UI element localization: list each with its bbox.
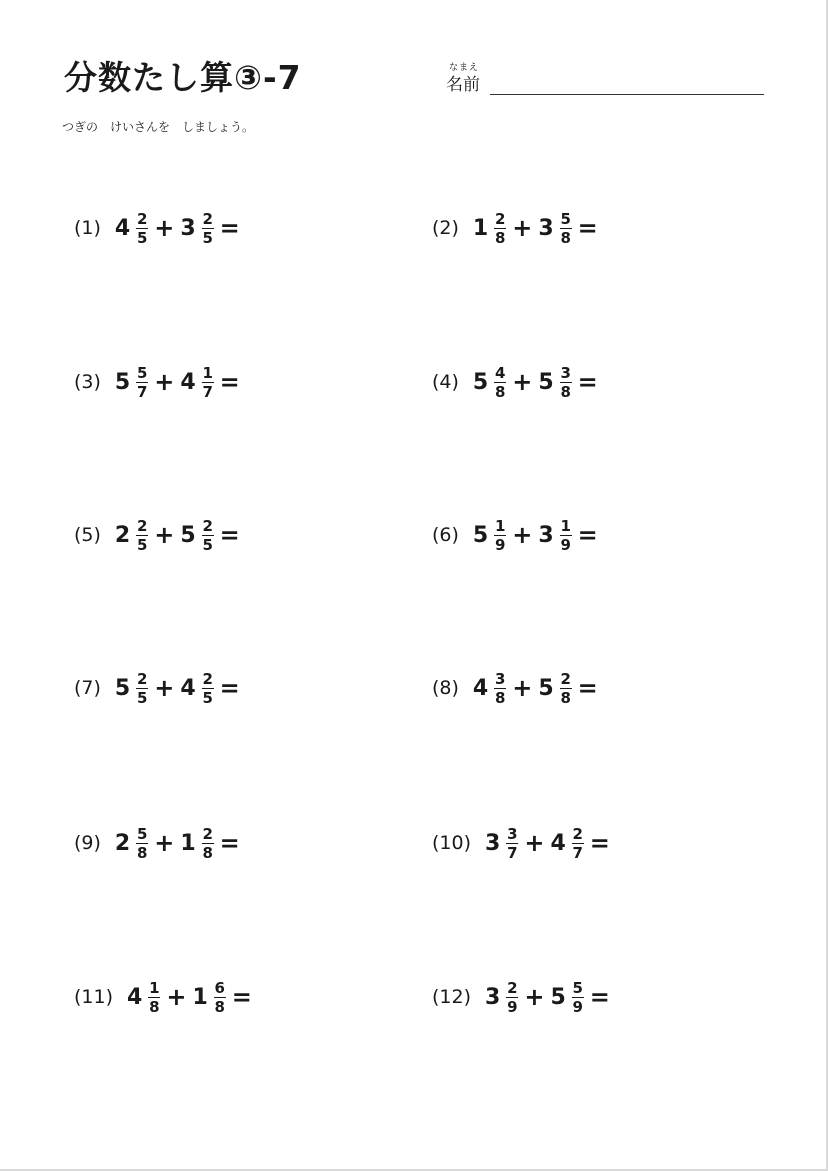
whole-number: 2: [114, 830, 131, 856]
problem-number: (9): [74, 832, 101, 854]
whole-number: 5: [472, 522, 489, 548]
fraction: [136, 518, 148, 553]
plus-operator: +: [512, 368, 533, 396]
whole-number: 5: [180, 522, 196, 548]
problem-item: [74, 505, 240, 565]
fraction: [136, 826, 148, 861]
fraction: [560, 211, 572, 246]
problem-item: [74, 198, 240, 258]
fraction: [494, 518, 506, 553]
whole-number: 3: [180, 215, 196, 241]
numerator: 2: [572, 824, 583, 843]
numerator: 2: [495, 209, 506, 228]
equals-sign: =: [231, 983, 252, 1011]
plus-operator: +: [512, 521, 533, 549]
fraction: [494, 211, 506, 246]
denominator: 5: [137, 228, 148, 247]
denominator: 8: [149, 997, 160, 1016]
numerator: 2: [137, 209, 148, 228]
denominator: 7: [137, 382, 148, 401]
fraction: [560, 518, 572, 553]
numerator: 3: [560, 363, 571, 382]
name-underline[interactable]: [490, 94, 764, 95]
problem-item: [432, 813, 610, 873]
problem-item: [74, 813, 240, 873]
problem-item: [432, 198, 598, 258]
equals-sign: =: [577, 214, 598, 242]
whole-number: 5: [114, 675, 131, 701]
equals-sign: =: [577, 674, 598, 702]
plus-operator: +: [154, 674, 175, 702]
whole-number: 4: [127, 984, 143, 1010]
fraction: [136, 671, 148, 706]
problem-number: (5): [74, 524, 101, 546]
whole-number: 4: [114, 215, 131, 241]
denominator: 8: [495, 228, 506, 247]
whole-number: 3: [538, 522, 554, 548]
equals-sign: =: [589, 829, 610, 857]
problem-number: (7): [74, 677, 101, 699]
fraction: [202, 671, 214, 706]
numerator: 6: [214, 978, 225, 997]
plus-operator: +: [524, 829, 545, 857]
problem-number: (4): [432, 371, 459, 393]
worksheet-title: 分数たし算③-7: [64, 58, 302, 97]
plus-operator: +: [524, 983, 545, 1011]
plus-operator: +: [154, 829, 175, 857]
whole-number: 1: [180, 830, 196, 856]
equals-sign: =: [577, 368, 598, 396]
denominator: 8: [495, 688, 506, 707]
fraction: [506, 826, 518, 861]
denominator: 7: [572, 843, 583, 862]
denominator: 7: [507, 843, 518, 862]
plus-operator: +: [154, 214, 175, 242]
problem-number: (3): [74, 371, 101, 393]
problem-item: [432, 658, 598, 718]
name-label: 名前: [446, 75, 480, 95]
plus-operator: +: [166, 983, 187, 1011]
fraction: [572, 980, 584, 1015]
whole-number: 4: [180, 369, 196, 395]
equals-sign: =: [219, 214, 240, 242]
plus-operator: +: [154, 368, 175, 396]
numerator: 1: [202, 363, 213, 382]
whole-number: 3: [538, 215, 554, 241]
denominator: 8: [560, 382, 571, 401]
equals-sign: =: [219, 829, 240, 857]
numerator: 1: [560, 516, 571, 535]
equals-sign: =: [219, 674, 240, 702]
fraction: [506, 980, 518, 1015]
equals-sign: =: [577, 521, 598, 549]
plus-operator: +: [512, 214, 533, 242]
fraction: [494, 365, 506, 400]
numerator: 5: [137, 824, 148, 843]
denominator: 5: [202, 535, 213, 554]
whole-number: 3: [485, 984, 501, 1010]
equals-sign: =: [219, 368, 240, 396]
whole-number: 5: [538, 369, 554, 395]
numerator: 2: [202, 669, 213, 688]
equals-sign: =: [589, 983, 610, 1011]
numerator: 2: [560, 669, 571, 688]
problem-item: [74, 967, 252, 1027]
problem-number: (1): [74, 217, 101, 239]
numerator: 2: [137, 669, 148, 688]
numerator: 2: [137, 516, 148, 535]
denominator: 8: [560, 688, 571, 707]
numerator: 2: [507, 978, 518, 997]
fraction: [148, 980, 160, 1015]
denominator: 8: [202, 843, 213, 862]
numerator: 3: [507, 824, 518, 843]
denominator: 5: [137, 688, 148, 707]
denominator: 8: [214, 997, 225, 1016]
numerator: 2: [202, 516, 213, 535]
problem-item: [74, 658, 240, 718]
whole-number: 5: [114, 369, 131, 395]
numerator: 2: [202, 209, 213, 228]
fraction: [494, 671, 506, 706]
whole-number: 5: [538, 675, 554, 701]
numerator: 5: [560, 209, 571, 228]
plus-operator: +: [154, 521, 175, 549]
fraction: [202, 518, 214, 553]
problem-item: [432, 505, 598, 565]
problem-number: (2): [432, 217, 459, 239]
denominator: 5: [137, 535, 148, 554]
problem-item: [74, 352, 240, 412]
whole-number: 4: [550, 830, 566, 856]
problem-number: (6): [432, 524, 459, 546]
whole-number: 3: [485, 830, 501, 856]
fraction: [560, 671, 572, 706]
numerator: 4: [495, 363, 506, 382]
fraction: [560, 365, 572, 400]
fraction: [202, 365, 214, 400]
whole-number: 5: [472, 369, 489, 395]
denominator: 9: [572, 997, 583, 1016]
whole-number: 2: [114, 522, 131, 548]
fraction: [202, 211, 214, 246]
numerator: 5: [137, 363, 148, 382]
plus-operator: +: [512, 674, 533, 702]
denominator: 8: [137, 843, 148, 862]
whole-number: 1: [192, 984, 208, 1010]
problem-item: [432, 967, 610, 1027]
fraction: [136, 365, 148, 400]
fraction: [202, 826, 214, 861]
whole-number: 5: [550, 984, 566, 1010]
numerator: 2: [202, 824, 213, 843]
problem-number: (10): [432, 832, 472, 854]
fraction: [214, 980, 226, 1015]
numerator: 5: [572, 978, 583, 997]
denominator: 9: [507, 997, 518, 1016]
fraction: [572, 826, 584, 861]
denominator: 9: [495, 535, 506, 554]
problem-number: (12): [432, 986, 472, 1008]
denominator: 8: [495, 382, 506, 401]
whole-number: 4: [180, 675, 196, 701]
denominator: 5: [202, 228, 213, 247]
whole-number: 4: [472, 675, 489, 701]
problem-number: (8): [432, 677, 459, 699]
name-ruby: なまえ: [449, 63, 480, 73]
whole-number: 1: [472, 215, 489, 241]
instruction-text: つぎの けいさんを しましょう。: [62, 120, 255, 134]
problem-item: [432, 352, 598, 412]
equals-sign: =: [219, 521, 240, 549]
denominator: 8: [560, 228, 571, 247]
numerator: 1: [495, 516, 506, 535]
denominator: 9: [560, 535, 571, 554]
denominator: 7: [202, 382, 213, 401]
denominator: 5: [202, 688, 213, 707]
fraction: [136, 211, 148, 246]
numerator: 1: [149, 978, 160, 997]
numerator: 3: [495, 669, 506, 688]
problem-number: (11): [74, 986, 114, 1008]
